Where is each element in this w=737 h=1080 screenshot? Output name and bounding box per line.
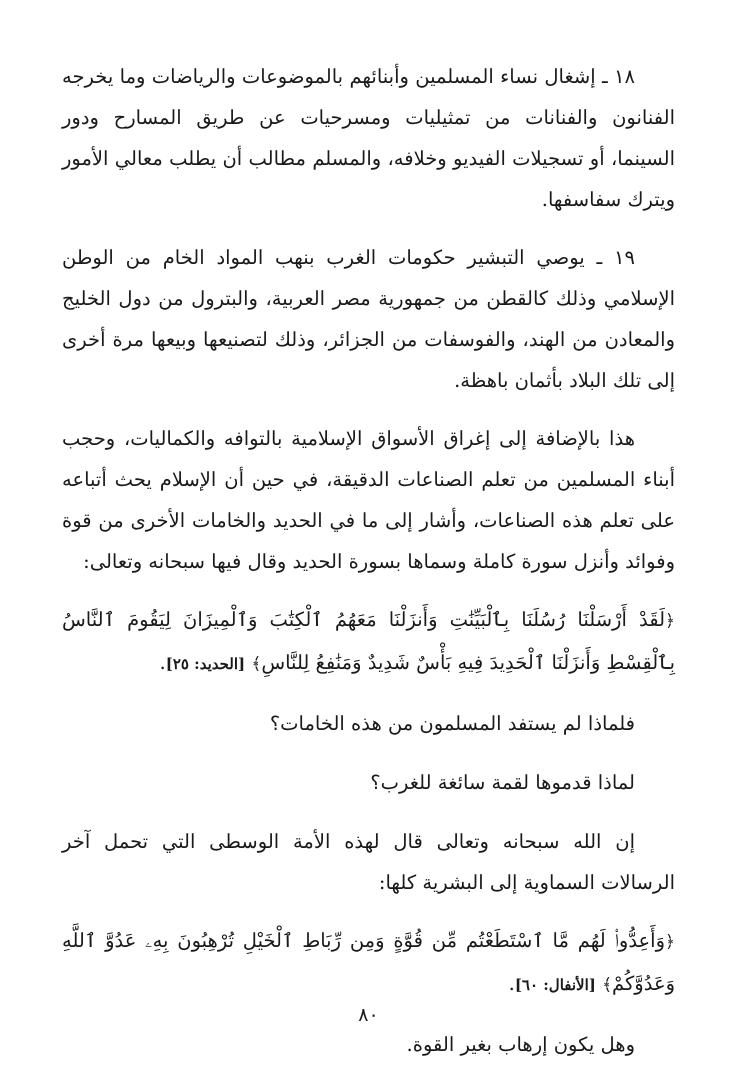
paragraph-industry: هذا بالإضافة إلى إغراق الأسواق الإسلامية بالتوافه والكماليات، وحجب أبناء المسلمين من تعلم الصناعات الدقيقة، في حين أن الإسلام يحث أتباعه على تعلم هذه الصناعات، وأشار إلى ما في الحديد والخامات الأخرى من قوة وفوائد وأنزل سورة كاملة وسماها بسورة الحديد وقال فيها سبحانه وتعالى:: [62, 427, 675, 573]
page-number: ٨٠: [358, 1004, 379, 1026]
verse-end-punctuation: .: [508, 972, 515, 995]
paragraph-item-19: ١٩ ـ يوصي التبشير حكومات الغرب بنهب المواد الخام من الوطن الإسلامي وذلك كالقطن من جمهورية مصر العربية، والبترول من دول الخليج والمعادن من الهند، والفوسفات من الجزائر، وذلك لتصنيعها وبيعها مرة أخرى إلى تلك البلاد بأثمان باهظة.: [62, 246, 675, 392]
question-line-2: لماذا قدموها لقمة سائغة للغرب؟: [370, 771, 635, 794]
verse-text: وَأَعِدُّوا۟ لَهُم مَّا ٱسْتَطَعْتُم مِّن قُوَّةٍ وَمِن رِّبَاطِ ٱلْخَيْلِ تُرْهِبُونَ بِهِۦ عَدُوَّ ٱللَّهِ وَعَدُوَّكُمْ: [62, 929, 675, 995]
closing-line: وهل يكون إرهاب بغير القوة.: [406, 1033, 635, 1056]
verse-text: لَقَدْ أَرْسَلْنَا رُسُلَنَا بِٱلْبَيِّنَٰتِ وَأَنزَلْنَا مَعَهُمُ ٱلْكِتَٰبَ وَٱلْمِيزَانَ لِيَقُومَ ٱلنَّاسُ بِٱلْقِسْطِ وَأَنزَلْنَا ٱلْحَدِيدَ فِيهِ بَأْسٌ شَدِيدٌ وَمَنَٰفِعُ لِلنَّاسِ: [62, 608, 675, 674]
paragraph-ummah: إن الله سبحانه وتعالى قال لهذه الأمة الوسطى التي تحمل آخر الرسالات السماوية إلى البشرية كلها:: [62, 830, 675, 894]
verse-open-bracket: ﴿: [665, 611, 675, 631]
paragraph-item-18: ١٨ ـ إشغال نساء المسلمين وأبنائهم بالموضوعات والرياضات وما يخرجه الفنانون والفنانات من تمثيليات ومسرحيات عن طريق المسارح ودور السينما، أو تسجيلات الفيديو وخلافه، والمسلم مطالب أن يطلب معالي الأمور ويترك سفاسفها.: [62, 65, 675, 211]
verse-close-bracket: ﴾: [251, 654, 262, 674]
verse-open-bracket: ﴿: [665, 932, 675, 952]
verse-reference: [الحديد: ٢٥]: [165, 655, 246, 673]
verse-close-bracket: ﴾: [602, 975, 613, 995]
verse-end-punctuation: .: [159, 651, 166, 674]
quran-verse-hadid: [62, 599, 675, 685]
question-line-1: فلماذا لم يستفد المسلمون من هذه الخامات؟: [269, 712, 635, 735]
verse-reference: [الأنفال: ٦٠]: [514, 976, 596, 994]
quran-verse-anfal: [62, 920, 675, 1006]
